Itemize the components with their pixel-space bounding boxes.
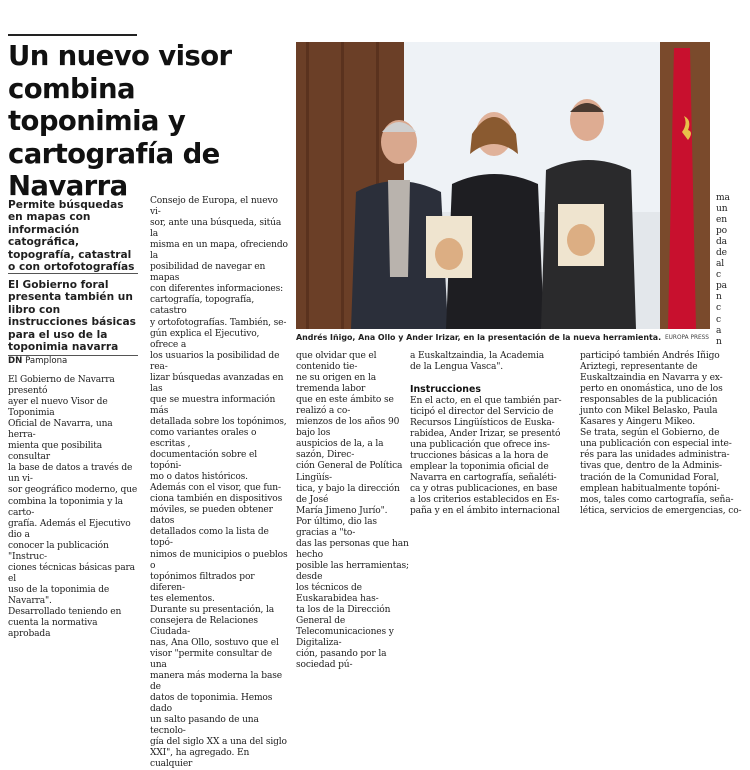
adjacent-page-fragments: ma un en po da de al c pa n c c a n: [716, 193, 730, 347]
book-map-right: [567, 224, 595, 256]
top-rule: [8, 34, 137, 36]
book-map-left: [435, 238, 463, 270]
headline: Un nuevo visor combina toponimia y cartografía de Navarra: [8, 40, 232, 202]
news-photo: [296, 42, 710, 329]
body-column-1: El Gobierno de Navarra presentó ayer el nuevo Visor de Toponimia Oficial de Navarra, una herra- mienta que posibilita consultar la base de datos a través de un vi- sor geográfico moderno, que combina la toponimia y la carto- grafía. Además el Ejecutivo dio a conocer la publicación "Instruc- ciones técnicas básicas para el uso de la toponimia de Navarra". Desarrollado teniendo en cuenta la normativa aprobada: [8, 375, 138, 640]
body-column-3: que olvidar que el contenido tie- ne su origen en la tremenda labor que en este ámbito se realizó a co- mienzos de los años 90 bajo los auspicios de la, a la sazón, Direc- ción General de Política Lingüís- tica, y bajo la dirección de José María Jimeno Jurío". Por último, dio las gracias a "to- das las personas que han hecho posible las herramientas; desde los técnicos de Euskarabidea has- ta los de la Dirección General de Telecomunicaciones y Digitaliza- ción, pasando por la sociedad pú-: [296, 351, 409, 671]
photo-caption: Andrés Iñigo, Ana Ollo y Ander Irizar, en la presentación de la nueva herramienta.: [296, 333, 662, 342]
body-column-5: participó también Andrés Iñigo Ariztegi, representante de Euskaltzaindia en Navarra y ex- perto en onomástica, uno de los responsables de la publicación junto con Mikel Belasko, Paula Kasares y Aingeru Mikeo. Se trata, según el Gobierno, de una publicación con especial inte- rés para las unidades administra- tivas que, dentro de la Adminis- tración de la Comunidad Foral, emplean habitualmente topóni- mos, tales como cartografía, seña- lética, servicios de emergencias, co-: [580, 351, 742, 516]
adjacent-page-edge: [716, 0, 750, 500]
deck-separator: [8, 273, 138, 274]
byline-place: Pamplona: [25, 356, 68, 366]
deck-secondary: El Gobierno foral presenta también un libro con instrucciones básicas para el uso de la toponimia navarra: [8, 279, 136, 354]
photo-illustration: [296, 42, 710, 329]
byline: [8, 356, 67, 367]
byline-agency: DN: [8, 356, 23, 366]
subhead-instrucciones: Instrucciones: [410, 384, 481, 395]
body-column-4: En el acto, en el que también par- ticipó el director del Servicio de Recursos Lingüísticos de Euska- rabidea, Ander Irizar, se presentó una publicación que ofrece ins- trucciones básicas a la hora de emplear la toponimia oficial de Navarra en cartografía, señaléti- ca y otras publicaciones, en base a los criterios establecidos en Es- paña y en el ámbito internacional: [410, 396, 562, 517]
deck-primary: Permite búsquedas en mapas con información catográfica, topografía, catastral o con ortofotografías: [8, 199, 135, 274]
body-column-2: Consejo de Europa, el nuevo vi- sor, ante una búsqueda, sitúa la misma en un mapa, ofreciendo la posibilidad de navegar en mapas con diferentes informaciones: cartografía, topografía, catastro y ortofotografías. También, se- gún explica el Ejecutivo, ofrece a los usuarios la posibilidad de rea- lizar búsquedas avanzadas en las que se muestra información más detallada sobre los topónimos, como variantes orales o escritas , documentación sobre el topóni- mo o datos históricos. Además con el visor, que fun- ciona también en dispositivos móviles, se pueden obtener datos detallados como la lista de topó- nimos de municipios o pueblos o topónimos filtrados por diferen- tes elementos. Durante su presentación, la consejera de Relaciones Ciudada- nas, Ana Ollo, sostuvo que el visor "permite consultar de una manera más moderna la base de datos de toponimia. Hemos dado un salto pasando de una tecnolo- gía del siglo XX a una del siglo XXI", ha agregado. En cualquier: [150, 196, 288, 770]
photo-credit: EUROPA PRESS: [665, 335, 709, 341]
body-column-4-top: a Euskaltzaindia, la Academia de la Lengua Vasca".: [410, 351, 544, 373]
